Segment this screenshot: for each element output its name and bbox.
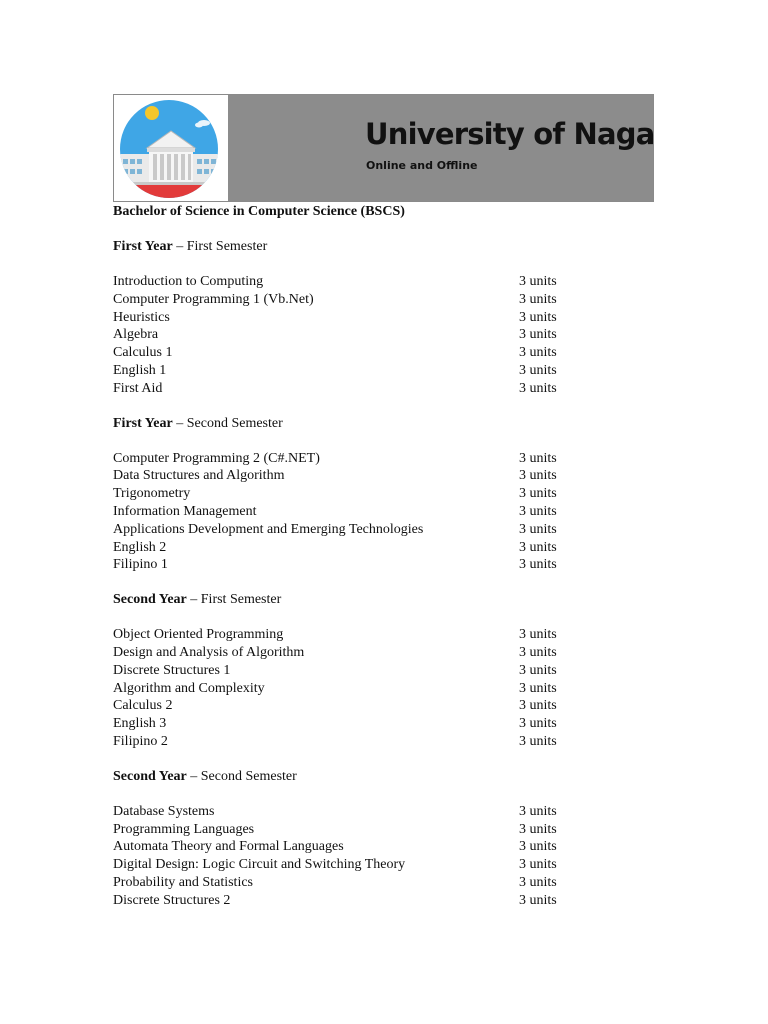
course-name: Data Structures and Algorithm: [113, 468, 285, 484]
course-row: [113, 821, 583, 839]
course-row: [113, 733, 583, 751]
course-row: [113, 326, 583, 344]
course-name: Programming Languages: [113, 821, 255, 837]
course-row: [113, 680, 583, 698]
course-units: 3 units: [519, 839, 557, 855]
course-units: 3 units: [519, 821, 557, 837]
course-name: Calculus 2: [113, 698, 173, 714]
course-name: Filipino 1: [113, 557, 168, 573]
course-units: 3 units: [519, 291, 557, 307]
course-units: 3 units: [519, 362, 557, 378]
curriculum: [113, 203, 583, 910]
course-row: [113, 838, 583, 856]
course-row: [113, 344, 583, 362]
course-name: Introduction to Computing: [113, 274, 264, 289]
course-name: Object Oriented Programming: [113, 627, 284, 643]
course-row: [113, 521, 583, 539]
letterhead: [113, 94, 654, 202]
course-name: English 2: [113, 539, 167, 555]
course-units: 3 units: [519, 503, 557, 519]
heading-separator: –: [186, 768, 201, 784]
course-row: [113, 485, 583, 503]
course-units: 3 units: [519, 309, 557, 325]
course-row: [113, 539, 583, 557]
year-label: First Year: [113, 415, 173, 431]
course-units: 3 units: [519, 716, 557, 732]
course-row: [113, 291, 583, 309]
course-row: [113, 697, 583, 715]
course-row: [113, 856, 583, 874]
course-units: 3 units: [519, 380, 557, 396]
semester-heading: [113, 591, 583, 609]
semester-block: [113, 768, 583, 910]
header-band: [228, 95, 653, 201]
course-row: [113, 892, 583, 910]
course-name: Computer Programming 1 (Vb.Net): [113, 291, 314, 307]
course-name: Algebra: [113, 327, 159, 343]
course-name: Probability and Statistics: [113, 874, 253, 890]
semester-block: [113, 415, 583, 575]
course-units: 3 units: [519, 486, 557, 502]
course-name: Digital Design: Logic Circuit and Switching Theory: [113, 857, 406, 873]
course-row: [113, 503, 583, 521]
course-name: Discrete Structures 1: [113, 662, 231, 678]
course-row: [113, 450, 583, 468]
course-row: [113, 273, 583, 291]
course-units: 3 units: [519, 662, 557, 678]
semester-heading: [113, 415, 583, 433]
program-title: Bachelor of Science in Computer Science (BSCS): [113, 204, 405, 219]
course-units: 3 units: [519, 274, 557, 289]
course-row: [113, 362, 583, 380]
course-units: 3 units: [519, 345, 557, 361]
semester-label: Second Semester: [200, 768, 297, 784]
course-name: Design and Analysis of Algorithm: [113, 644, 305, 660]
heading-separator: –: [172, 239, 187, 254]
course-name: Calculus 1: [113, 345, 173, 361]
semester-heading: [113, 768, 583, 786]
year-label: Second Year: [113, 592, 187, 608]
course-units: 3 units: [519, 733, 557, 749]
course-row: [113, 626, 583, 644]
course-name: Automata Theory and Formal Languages: [113, 839, 344, 855]
course-units: 3 units: [519, 892, 557, 908]
course-row: [113, 644, 583, 662]
course-units: 3 units: [519, 468, 557, 484]
year-label: Second Year: [113, 768, 187, 784]
heading-separator: –: [172, 415, 187, 431]
course-units: 3 units: [519, 539, 557, 555]
semester-block: [113, 238, 583, 398]
course-row: [113, 715, 583, 733]
course-name: English 1: [113, 362, 167, 378]
university-tagline: Online and Offline: [366, 159, 478, 172]
course-name: English 3: [113, 716, 167, 732]
semester-label: First Semester: [200, 592, 282, 608]
course-row: [113, 309, 583, 327]
semester-block: [113, 591, 583, 751]
course-units: 3 units: [519, 644, 557, 660]
university-name: University of Naga: [365, 117, 655, 151]
course-units: 3 units: [519, 327, 557, 343]
course-row: [113, 467, 583, 485]
course-name: Algorithm and Complexity: [113, 680, 265, 696]
year-label: First Year: [113, 239, 173, 254]
course-name: First Aid: [113, 380, 163, 396]
heading-separator: –: [186, 592, 201, 608]
semester-list: [113, 238, 583, 910]
semester-label: Second Semester: [186, 415, 283, 431]
course-units: 3 units: [519, 857, 557, 873]
course-units: 3 units: [519, 803, 557, 819]
semester-heading: [113, 238, 583, 256]
course-units: 3 units: [519, 557, 557, 573]
semester-label: First Semester: [186, 239, 268, 254]
course-name: Information Management: [113, 503, 257, 519]
course-row: [113, 803, 583, 821]
course-name: Discrete Structures 2: [113, 892, 231, 908]
course-name: Trigonometry: [113, 486, 191, 502]
course-row: [113, 556, 583, 574]
course-name: Applications Development and Emerging Technologies: [113, 521, 424, 537]
course-units: 3 units: [519, 874, 557, 890]
course-units: 3 units: [519, 698, 557, 714]
course-units: 3 units: [519, 450, 557, 466]
course-row: [113, 380, 583, 398]
course-units: 3 units: [519, 627, 557, 643]
course-name: Computer Programming 2 (C#.NET): [113, 450, 320, 466]
course-row: [113, 874, 583, 892]
course-name: Filipino 2: [113, 733, 168, 749]
course-units: 3 units: [519, 680, 557, 696]
course-row: [113, 662, 583, 680]
course-units: 3 units: [519, 521, 557, 537]
course-name: Heuristics: [113, 309, 170, 325]
university-building-logo: [119, 99, 219, 199]
course-name: Database Systems: [113, 803, 215, 819]
